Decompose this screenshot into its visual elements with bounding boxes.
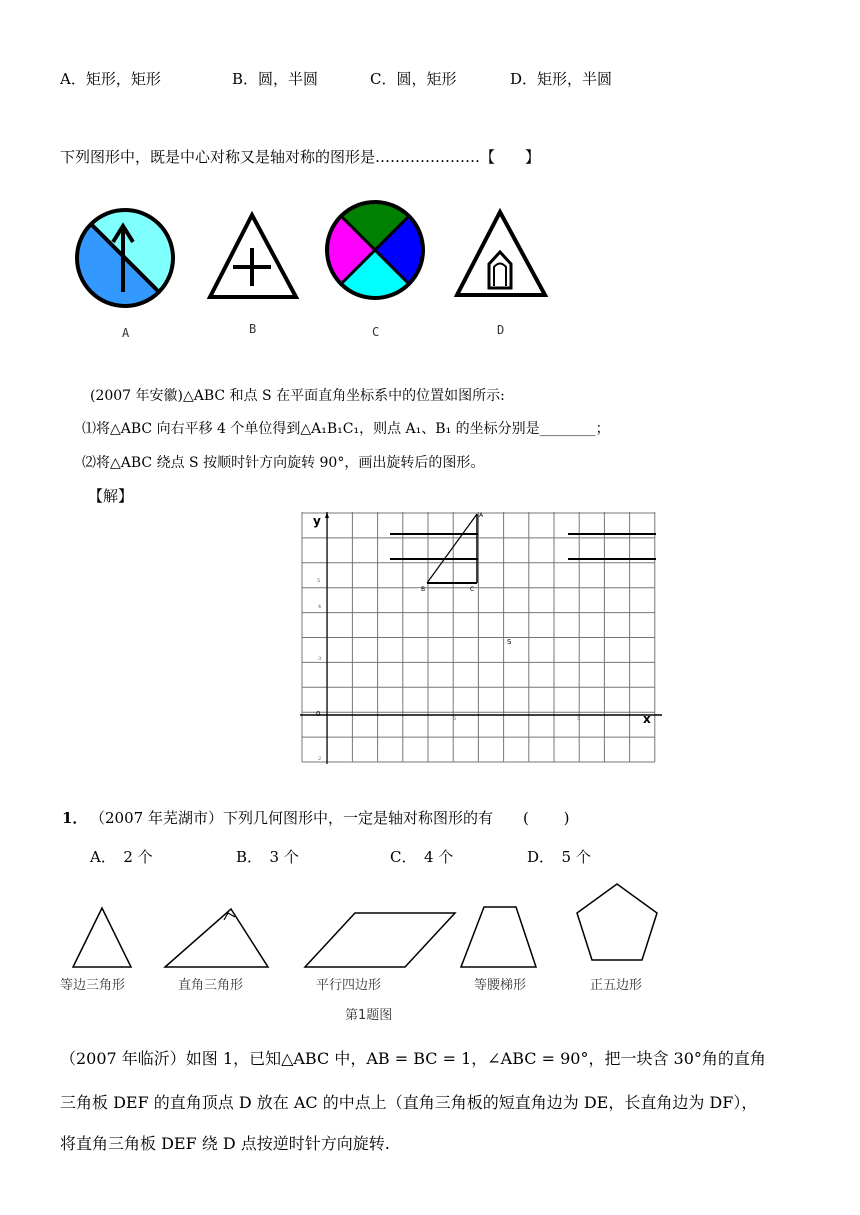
figure-d-label: D bbox=[497, 323, 505, 337]
coordinate-grid bbox=[300, 512, 662, 764]
tick-label: 5 bbox=[577, 716, 581, 722]
parallelogram-shape bbox=[305, 913, 455, 967]
point-c-label: C bbox=[470, 586, 475, 593]
isosceles-trapezoid-shape bbox=[461, 907, 536, 967]
point-s-label: S bbox=[507, 638, 512, 646]
figure-c-label: C bbox=[372, 325, 380, 339]
x-axis-label: x bbox=[643, 712, 651, 726]
q1-shapes bbox=[0, 880, 860, 980]
figure-a-circle-arrow bbox=[77, 210, 173, 306]
figure-d-triangle-arch bbox=[457, 212, 545, 295]
q1-option-d: D． 5 个 bbox=[527, 848, 591, 866]
tick-label: 4 bbox=[318, 604, 322, 610]
option-d-prev: D．矩形，半圆 bbox=[510, 70, 613, 88]
figure-b-triangle-plus bbox=[210, 215, 296, 297]
anhui-line1: (2007 年安徽)△ABC 和点 S 在平面直角坐标系中的位置如图所示: bbox=[90, 388, 505, 404]
origin-label: 0 bbox=[316, 710, 321, 718]
point-b-label: B bbox=[421, 586, 426, 593]
anhui-line3: ⑵将△ABC 绕点 S 按顺时针方向旋转 90°，画出旋转后的图形。 bbox=[82, 455, 485, 471]
q1-stem: （2007 年芜湖市）下列几何图形中，一定是轴对称图形的有 ( ) bbox=[90, 809, 570, 827]
figure-b-label: B bbox=[249, 322, 257, 336]
caption-right-triangle: 直角三角形 bbox=[178, 978, 244, 993]
tick-label: 5 bbox=[453, 716, 457, 722]
caption-regular-pentagon: 正五边形 bbox=[590, 978, 643, 993]
linyi-line3: 将直角三角板 DEF 绕 D 点按逆时针方向旋转. bbox=[60, 1134, 390, 1153]
option-a-prev: A．矩形，矩形 bbox=[60, 70, 161, 88]
option-b-prev: B．圆，半圆 bbox=[232, 70, 319, 88]
linyi-line1: （2007 年临沂）如图 1，已知△ABC 中，AB = BC = 1，∠ABC = 90°，把一块含 30°角的直角 bbox=[60, 1049, 766, 1068]
tick-label: 3 bbox=[318, 656, 322, 662]
triangle-abc bbox=[427, 514, 477, 583]
option-c-prev: C．圆，矩形 bbox=[370, 70, 457, 88]
right-triangle-shape bbox=[165, 909, 268, 967]
anhui-line2: ⑴将△ABC 向右平移 4 个单位得到△A₁B₁C₁，则点 A₁、B₁ 的坐标分别是________； bbox=[82, 421, 610, 437]
anhui-answer-label: 【解】 bbox=[88, 487, 134, 505]
caption-isosceles-trapezoid: 等腰梯形 bbox=[474, 978, 527, 993]
q1-option-a: A． 2 个 bbox=[90, 848, 153, 866]
q1-option-b: B． 3 个 bbox=[236, 848, 299, 866]
q1-number: 1． bbox=[62, 809, 88, 827]
symmetry-question-stem: 下列图形中，既是中心对称又是轴对称的图形是…………………【 】 bbox=[60, 148, 541, 166]
tick-label: 2 bbox=[318, 756, 322, 762]
q1-option-c: C． 4 个 bbox=[390, 848, 454, 866]
tick-label: 5 bbox=[317, 578, 321, 584]
linyi-line2: 三角板 DEF 的直角顶点 D 放在 AC 的中点上（直角三角板的短直角边为 DE，长直角边为 DF）， bbox=[60, 1093, 758, 1112]
regular-pentagon-shape bbox=[577, 884, 657, 960]
q1-figure-caption: 第1题图 bbox=[345, 1008, 393, 1023]
caption-equilateral-triangle: 等边三角形 bbox=[60, 978, 126, 993]
equilateral-triangle-shape bbox=[73, 908, 131, 967]
figure-c-colored-circle bbox=[327, 202, 423, 298]
caption-parallelogram: 平行四边形 bbox=[316, 978, 382, 993]
figure-a-label: A bbox=[122, 326, 130, 340]
y-axis-label: y bbox=[313, 514, 321, 528]
point-a-label: A bbox=[479, 512, 484, 519]
